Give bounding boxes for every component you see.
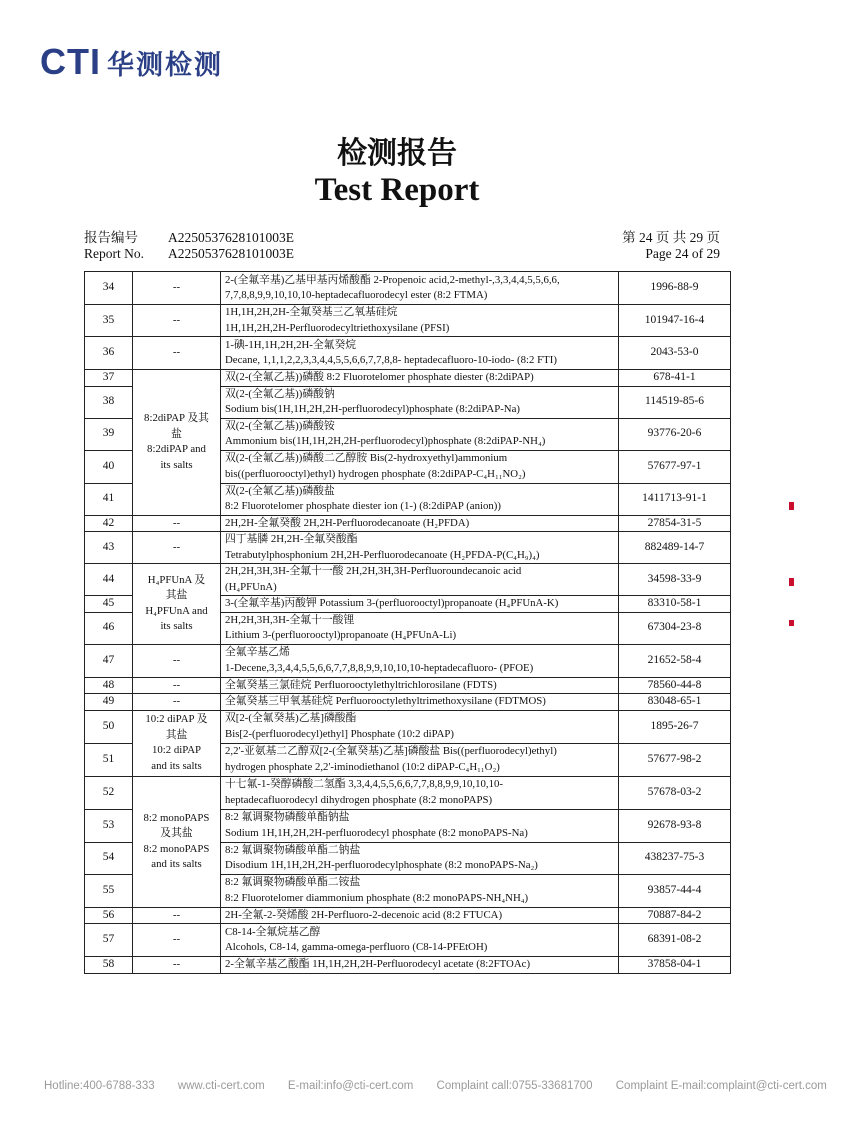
footer-complaint-email: Complaint E-mail:complaint@cti-cert.com bbox=[615, 1080, 827, 1092]
cas-number: 1996-88-9 bbox=[619, 272, 731, 305]
table-row bbox=[85, 272, 731, 305]
substance-name bbox=[221, 532, 619, 564]
substance-name-line: 7,7,8,8,9,9,10,10,10-heptadecafluorodecyl ester (8:2 FTMA) bbox=[225, 289, 488, 301]
edge-mark bbox=[789, 578, 794, 586]
group-line: 8:2 monoPAPS bbox=[143, 842, 210, 855]
cas-number: 21652-58-4 bbox=[619, 644, 731, 677]
cas-number: 882489-14-7 bbox=[619, 532, 731, 564]
cas-number: 57677-97-1 bbox=[619, 450, 731, 483]
group-cell bbox=[133, 564, 221, 645]
edge-mark bbox=[789, 620, 794, 626]
footer-hotline: Hotline:400-6788-333 bbox=[44, 1080, 155, 1092]
footer bbox=[44, 1080, 847, 1092]
report-no-value-1: A2250537628101003E bbox=[168, 230, 294, 245]
substance-name-line: Bis[2-(perfluorodecyl)ethyl] Phosphate (10:2 diPAP) bbox=[225, 727, 455, 740]
logo-chinese-text: 华测检测 bbox=[107, 49, 223, 81]
substance-name-line: Alcohols, C8-14, gamma-omega-perfluoro (C8-14-PFEtOH) bbox=[225, 941, 488, 953]
title-english: Test Report bbox=[314, 172, 480, 208]
cas-number: 1895-26-7 bbox=[619, 710, 731, 743]
substance-name-line: 2-全氟辛基乙酸酯 1H,1H,2H,2H-Perfluorodecyl acetate (8:2FTOAc) bbox=[225, 958, 531, 970]
substance-name bbox=[221, 907, 619, 924]
substance-name bbox=[221, 370, 619, 387]
row-number: 51 bbox=[85, 743, 133, 776]
group-cell: -- bbox=[133, 272, 221, 305]
substance-name bbox=[221, 809, 619, 842]
group-cell: -- bbox=[133, 924, 221, 957]
row-number: 54 bbox=[85, 842, 133, 874]
row-number: 42 bbox=[85, 515, 133, 532]
row-number: 52 bbox=[85, 776, 133, 809]
row-number: 53 bbox=[85, 809, 133, 842]
row-number: 58 bbox=[85, 957, 133, 974]
group-line: and its salts bbox=[151, 759, 202, 772]
cas-number: 37858-04-1 bbox=[619, 957, 731, 974]
edge-mark bbox=[789, 502, 794, 510]
row-number: 38 bbox=[85, 386, 133, 418]
cas-number: 67304-23-8 bbox=[619, 612, 731, 644]
cas-number: 114519-85-6 bbox=[619, 386, 731, 418]
group-cell: -- bbox=[133, 957, 221, 974]
substance-name-line: 8:2 氟调聚物磷酸单酯二钠盐 bbox=[225, 843, 361, 856]
table-row bbox=[85, 370, 731, 387]
footer-website: www.cti-cert.com bbox=[177, 1080, 265, 1092]
group-line: 8:2diPAP 及其 bbox=[144, 412, 209, 425]
cas-number: 2043-53-0 bbox=[619, 337, 731, 370]
substance-name-line: 全氟辛基乙烯 bbox=[225, 646, 290, 658]
row-number: 44 bbox=[85, 564, 133, 596]
substance-name-line: hydrogen phosphate 2,2'-iminodiethanol (10:2 diPAP-C₄H₁₁O₂) bbox=[225, 760, 500, 773]
substance-name-line: 1-Decene,3,3,4,4,5,5,6,6,7,7,8,8,9,9,10,10,10-heptadecafluoro- (PFOE) bbox=[225, 661, 534, 674]
group-line: H₄PFUnA and bbox=[145, 604, 208, 617]
group-line: its salts bbox=[160, 458, 193, 471]
substance-name-line: 8:2 氟调聚物磷酸单酯二铵盐 bbox=[225, 876, 361, 888]
group-cell bbox=[133, 370, 221, 516]
row-number: 49 bbox=[85, 694, 133, 711]
row-number: 36 bbox=[85, 337, 133, 370]
table-row bbox=[85, 776, 731, 809]
substance-name-line: 2H,2H,3H,3H-全氟十一酸锂 bbox=[225, 613, 355, 626]
cas-number: 70887-84-2 bbox=[619, 907, 731, 924]
cas-number: 57678-03-2 bbox=[619, 776, 731, 809]
report-no-label-cn: 报告编号 bbox=[84, 230, 138, 245]
group-cell bbox=[133, 776, 221, 907]
substance-name-line: 十七氟-1-癸醇磷酸二氢酯 3,3,4,4,5,5,6,6,7,7,8,8,9,9,10,10,10- bbox=[225, 778, 504, 790]
cas-number: 68391-08-2 bbox=[619, 924, 731, 957]
row-number: 40 bbox=[85, 450, 133, 483]
cas-number: 1411713-91-1 bbox=[619, 483, 731, 515]
group-line: 10:2 diPAP 及 bbox=[145, 713, 208, 725]
row-number: 57 bbox=[85, 924, 133, 957]
substance-name bbox=[221, 483, 619, 515]
substance-name-line: 2H,2H-全氟癸酸 2H,2H-Perfluorodecanoate (H₂PFDA) bbox=[225, 516, 470, 529]
substance-name bbox=[221, 644, 619, 677]
substance-name bbox=[221, 305, 619, 337]
group-line: and its salts bbox=[151, 858, 202, 870]
row-number: 43 bbox=[85, 532, 133, 564]
row-number: 37 bbox=[85, 370, 133, 387]
table-row bbox=[85, 532, 731, 564]
substance-name bbox=[221, 386, 619, 418]
cas-number: 78560-44-8 bbox=[619, 677, 731, 694]
row-number: 56 bbox=[85, 907, 133, 924]
substance-name bbox=[221, 743, 619, 776]
row-number: 50 bbox=[85, 710, 133, 743]
substance-table bbox=[84, 271, 731, 974]
group-line: its salts bbox=[160, 620, 193, 633]
substance-name-line: 双(2-(全氟乙基))磷酸二乙醇胺 Bis(2-hydroxyethyl)ammonium bbox=[225, 452, 508, 464]
cas-number: 93857-44-4 bbox=[619, 874, 731, 907]
row-number: 39 bbox=[85, 418, 133, 450]
cas-number: 678-41-1 bbox=[619, 370, 731, 387]
group-cell: -- bbox=[133, 337, 221, 370]
table-row bbox=[85, 924, 731, 957]
substance-name-line: Sodium bis(1H,1H,2H,2H-perfluorodecyl)phosphate (8:2diPAP-Na) bbox=[225, 403, 520, 415]
substance-name bbox=[221, 450, 619, 483]
group-cell: -- bbox=[133, 305, 221, 337]
substance-name-line: 2-(全氟辛基)乙基甲基丙烯酸酯 2-Propenoic acid,2-methyl-,3,3,4,4,5,5,6,6, bbox=[225, 273, 560, 286]
substance-name-line: 1-碘-1H,1H,2H,2H-全氟癸烷 bbox=[225, 338, 357, 351]
substance-name-line: Ammonium bis(1H,1H,2H,2H-perfluorodecyl)phosphate (8:2diPAP-NH₄) bbox=[225, 435, 546, 447]
substance-name bbox=[221, 694, 619, 711]
substance-name-line: 1H,1H,2H,2H-Perfluorodecyltriethoxysilane (PFSI) bbox=[225, 321, 450, 334]
substance-name-line: 2,2'-亚氨基二乙醇双[2-(全氟癸基)乙基]磷酸盐 Bis((perfluorodecyl)ethyl) bbox=[225, 745, 557, 757]
cas-number: 57677-98-2 bbox=[619, 743, 731, 776]
table-row bbox=[85, 515, 731, 532]
substance-name bbox=[221, 564, 619, 596]
substance-name-line: 3-(全氟辛基)丙酸钾 Potassium 3-(perfluorooctyl)propanoate (H₄PFUnA-K) bbox=[225, 597, 559, 609]
report-no-value-2: A2250537628101003E bbox=[168, 246, 294, 261]
substance-name bbox=[221, 596, 619, 613]
cas-number: 438237-75-3 bbox=[619, 842, 731, 874]
substance-name-line: (H₄PFUnA) bbox=[225, 580, 277, 593]
substance-name bbox=[221, 677, 619, 694]
substance-table-body bbox=[85, 272, 731, 974]
substance-name-line: 双(2-(全氟乙基))磷酸 8:2 Fluorotelomer phosphate diester (8:2diPAP) bbox=[225, 371, 534, 383]
group-line: 8:2 monoPAPS bbox=[143, 811, 210, 824]
cas-number: 83310-58-1 bbox=[619, 596, 731, 613]
substance-name-line: 双(2-(全氟乙基))磷酸钠 bbox=[225, 387, 335, 400]
substance-name-line: 全氟癸基三甲氧基硅烷 Perfluorooctylethyltrimethoxysilane (FDTMOS) bbox=[225, 695, 546, 707]
substance-name-line: heptadecafluorodecyl dihydrogen phosphate (8:2 monoPAPS) bbox=[225, 793, 493, 806]
row-number: 55 bbox=[85, 874, 133, 907]
table-row bbox=[85, 337, 731, 370]
table-row bbox=[85, 907, 731, 924]
company-logo bbox=[40, 42, 223, 82]
row-number: 45 bbox=[85, 596, 133, 613]
group-cell: -- bbox=[133, 694, 221, 711]
table-row bbox=[85, 957, 731, 974]
page-indicator-cn: 第 24 页 共 29 页 bbox=[622, 230, 720, 245]
substance-name-line: Tetrabutylphosphonium 2H,2H-Perfluorodecanoate (H₂PFDA-P(C₄H₉)₄) bbox=[225, 548, 540, 561]
substance-name bbox=[221, 418, 619, 450]
table-row bbox=[85, 564, 731, 596]
cas-number: 93776-20-6 bbox=[619, 418, 731, 450]
row-number: 35 bbox=[85, 305, 133, 337]
substance-name-line: 8:2 氟调聚物磷酸单酯钠盐 bbox=[225, 811, 350, 823]
substance-name bbox=[221, 776, 619, 809]
substance-name-line: 8:2 Fluorotelomer phosphate diester ion (1-) (8:2diPAP (anion)) bbox=[225, 500, 501, 512]
footer-email: E-mail:info@cti-cert.com bbox=[287, 1080, 414, 1092]
title-chinese: 检测报告 bbox=[337, 136, 457, 171]
substance-name bbox=[221, 874, 619, 907]
footer-complaint-call: Complaint call:0755-33681700 bbox=[436, 1080, 593, 1092]
group-cell: -- bbox=[133, 907, 221, 924]
substance-name bbox=[221, 957, 619, 974]
table-row bbox=[85, 644, 731, 677]
group-line: H₄PFUnA 及 bbox=[147, 573, 206, 586]
substance-name-line: 1H,1H,2H,2H-全氟癸基三乙氧基硅烷 bbox=[225, 306, 398, 318]
table-row bbox=[85, 677, 731, 694]
group-line: 10:2 diPAP bbox=[151, 744, 202, 756]
substance-name-line: 双[2-(全氟癸基)乙基]磷酸酯 bbox=[225, 712, 357, 724]
page-indicator-en: Page 24 of 29 bbox=[645, 246, 720, 261]
substance-name-line: Lithium 3-(perfluorooctyl)propanoate (H₄PFUnA-Li) bbox=[225, 629, 457, 641]
cas-number: 92678-93-8 bbox=[619, 809, 731, 842]
substance-name-line: Decane, 1,1,1,2,2,3,3,4,4,5,5,6,6,7,7,8,8- heptadecafluoro-10-iodo- (8:2 FTI) bbox=[225, 354, 557, 366]
substance-name-line: 全氟癸基三氯硅烷 Perfluorooctylethyltrichlorosilane (FDTS) bbox=[225, 678, 497, 691]
table-row bbox=[85, 710, 731, 743]
substance-name-line: Sodium 1H,1H,2H,2H-perfluorodecyl phosphate (8:2 monoPAPS-Na) bbox=[225, 826, 528, 839]
substance-name-line: C8-14-全氟烷基乙醇 bbox=[225, 925, 321, 938]
substance-name-line: bis((perfluorooctyl)ethyl) hydrogen phosphate (8:2diPAP-C₄H₁₁NO₂) bbox=[225, 467, 526, 480]
group-line: 盐 bbox=[171, 427, 182, 440]
row-number: 47 bbox=[85, 644, 133, 677]
substance-name bbox=[221, 272, 619, 305]
logo-cti-text: CTI bbox=[40, 41, 101, 82]
substance-name-line: 四丁基膦 2H,2H-全氟癸酸酯 bbox=[225, 533, 358, 545]
cas-number: 101947-16-4 bbox=[619, 305, 731, 337]
substance-name-line: Disodium 1H,1H,2H,2H-perfluorodecylphosphate (8:2 monoPAPS-Na₂) bbox=[225, 859, 538, 871]
row-number: 41 bbox=[85, 483, 133, 515]
cas-number: 83048-65-1 bbox=[619, 694, 731, 711]
cas-number: 34598-33-9 bbox=[619, 564, 731, 596]
cas-number: 27854-31-5 bbox=[619, 515, 731, 532]
report-no-label-en: Report No. bbox=[84, 246, 144, 261]
row-number: 46 bbox=[85, 612, 133, 644]
substance-name bbox=[221, 515, 619, 532]
group-line: 8:2diPAP and bbox=[147, 443, 206, 456]
group-cell: -- bbox=[133, 677, 221, 694]
substance-name bbox=[221, 710, 619, 743]
group-cell: -- bbox=[133, 532, 221, 564]
row-number: 48 bbox=[85, 677, 133, 694]
substance-name bbox=[221, 924, 619, 957]
substance-name-line: 双(2-(全氟乙基))磷酸铵 bbox=[225, 419, 335, 432]
group-line: 及其盐 bbox=[160, 827, 193, 839]
group-cell bbox=[133, 710, 221, 776]
row-number: 34 bbox=[85, 272, 133, 305]
substance-name-line: 8:2 Fluorotelomer diammonium phosphate (8:2 monoPAPS-NH₄NH₄) bbox=[225, 891, 529, 904]
substance-name-line: 2H-全氟-2-癸烯酸 2H-Perfluoro-2-decenoic acid (8:2 FTUCA) bbox=[225, 908, 503, 921]
substance-name bbox=[221, 337, 619, 370]
substance-name-line: 2H,2H,3H,3H-全氟十一酸 2H,2H,3H,3H-Perfluoroundecanoic acid bbox=[225, 565, 522, 577]
table-row bbox=[85, 305, 731, 337]
table-row bbox=[85, 694, 731, 711]
substance-name-line: 双(2-(全氟乙基))磷酸盐 bbox=[225, 484, 335, 497]
group-cell: -- bbox=[133, 515, 221, 532]
substance-name bbox=[221, 842, 619, 874]
group-cell: -- bbox=[133, 644, 221, 677]
group-line: 其盐 bbox=[165, 728, 188, 741]
group-line: 其盐 bbox=[165, 589, 188, 602]
substance-name bbox=[221, 612, 619, 644]
